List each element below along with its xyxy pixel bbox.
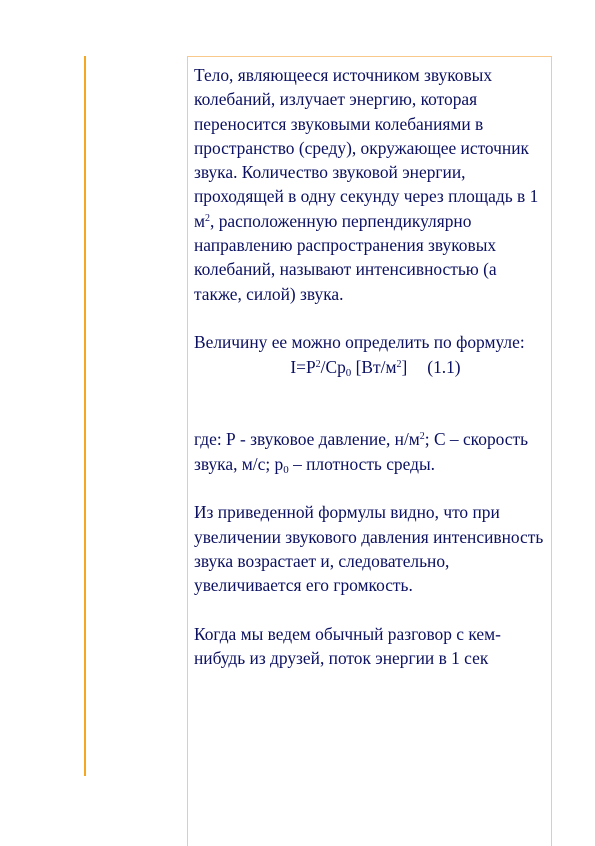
paragraph-conversation: Когда мы ведем обычный разговор с кем-нибудь из друзей, поток энергии в 1 сек (194, 623, 501, 669)
paragraph-text: ; С – скорость звука, м/с; p (194, 429, 529, 474)
superscript: 2 (315, 358, 321, 370)
left-margin-rule (84, 56, 86, 776)
formula-intensity (194, 355, 547, 379)
formula-text: I=P (290, 356, 316, 377)
paragraph-text: где: Р - звуковое давление, н/м (194, 429, 420, 450)
subscript: 0 (345, 366, 352, 379)
superscript: 2 (205, 212, 211, 224)
superscript: 2 (419, 431, 425, 443)
paragraph-text: , расположенную перпендикулярно направлению распространения звуковых колебаний, называют интенсивностью (а также, силой) звука. (194, 210, 497, 304)
paragraph-variable-definitions (194, 427, 547, 476)
paragraph-intensity-definition (194, 63, 547, 306)
formula-number: (1.1) (427, 356, 461, 377)
paragraph-formula-intro: Величину ее можно определить по формуле: (194, 332, 525, 353)
subscript: 0 (283, 463, 289, 476)
paragraph-text: – плотность среды. (288, 453, 435, 474)
paragraph-conclusion: Из приведенной формулы видно, что при увеличении звукового давления интенсивность звука возрастает и, следовательно, увеличивается его громкость. (194, 502, 544, 596)
formula-text: [Вт/м (351, 356, 397, 377)
formula-text: /Cp (320, 356, 346, 377)
formula-text: ] (401, 356, 408, 377)
text-column (187, 56, 552, 846)
superscript: 2 (396, 358, 402, 370)
paragraph-text: Тело, являющееся источником звуковых колебаний, излучает энергию, которая переносится звуковыми колебаниями в пространство (среду), окружающее источник звука. Количество звуковой энергии, проходящей в одну секунду через площадь в 1 м (194, 65, 539, 231)
